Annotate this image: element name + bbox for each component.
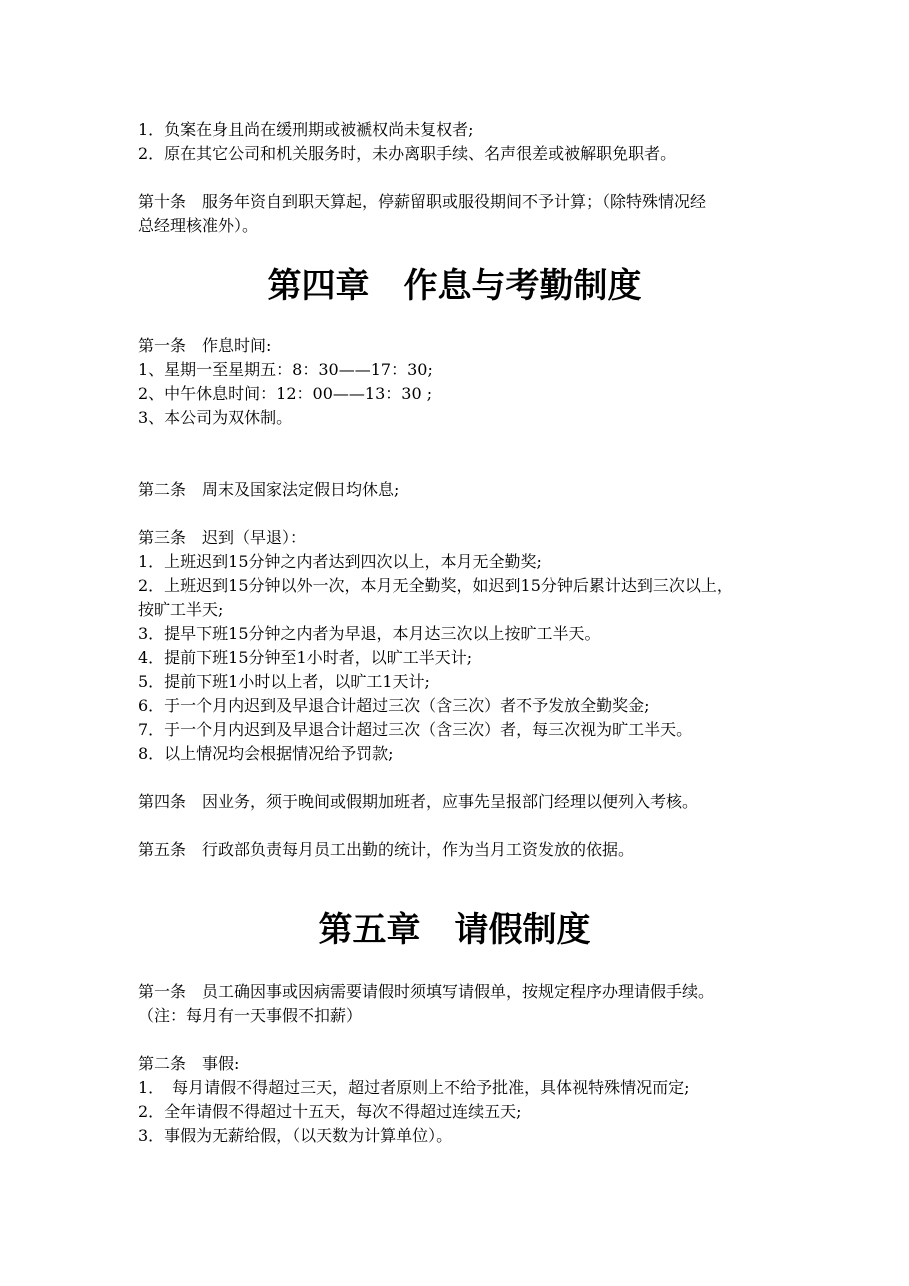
list-item: 4．提前下班15分钟至1小时者，以旷工半天计; [138,648,473,667]
list-item: 7．于一个月内迟到及早退合计超过三次（含三次）者，每三次视为旷工半天。 [138,720,693,739]
article-1: 第一条 员工确因事或因病需要请假时须填写请假单，按规定程序办理请假手续。 [138,982,715,1001]
list-item-cont: 按旷工半天; [138,600,224,619]
chapter-5-title: 第五章 请假制度 [318,910,591,950]
article-10: 第十条 服务年资自到职天算起，停薪留职或服役期间不予计算；（除特殊情况经 [138,192,707,211]
chapter-4-title: 第四章 作息与考勤制度 [267,266,642,306]
list-item: 3、本公司为双休制。 [138,408,293,427]
list-item: 1． 每月请假不得超过三天，超过者原则上不给予批准，具体视特殊情况而定; [138,1078,690,1097]
list-item: 2．原在其它公司和机关服务时，未办离职手续、名声很差或被解职免职者。 [138,144,677,163]
list-item: 2．全年请假不得超过十五天，每次不得超过连续五天; [138,1102,522,1121]
article-10-cont: 总经理核准外）。 [138,216,259,235]
article-3-heading: 第三条 迟到（早退）： [138,528,307,547]
list-item: 1．上班迟到15分钟之内者达到四次以上，本月无全勤奖; [138,552,542,571]
article-2-heading: 第二条 事假: [138,1054,240,1073]
article-1-heading: 第一条 作息时间: [138,336,272,355]
list-item: 5．提前下班1小时以上者，以旷工1天计; [138,672,430,691]
article-2: 第二条 周末及国家法定假日均休息; [138,480,400,499]
article-5: 第五条 行政部负责每月员工出勤的统计，作为当月工资发放的依据。 [138,840,635,859]
list-item: 1、星期一至星期五：8：30——17：30; [138,360,433,379]
list-item: 3．提早下班15分钟之内者为早退，本月达三次以上按旷工半天。 [138,624,601,643]
article-1-note: （注：每月有一天事假不扣薪） [138,1006,363,1025]
article-4: 第四条 因业务，须于晚间或假期加班者，应事先呈报部门经理以便列入考核。 [138,792,699,811]
list-item: 8．以上情况均会根据情况给予罚款; [138,744,394,763]
list-item: 6．于一个月内迟到及早退合计超过三次（含三次）者不予发放全勤奖金; [138,696,650,715]
list-item: 1．负案在身且尚在缓刑期或被褫权尚未复权者; [138,120,474,139]
list-item: 3．事假为无薪给假，（以天数为计算单位）。 [138,1126,453,1145]
list-item: 2、中午休息时间：12：00——13：30 ; [138,384,433,403]
list-item: 2．上班迟到15分钟以外一次，本月无全勤奖，如迟到15分钟后累计达到三次以上， [138,576,733,595]
